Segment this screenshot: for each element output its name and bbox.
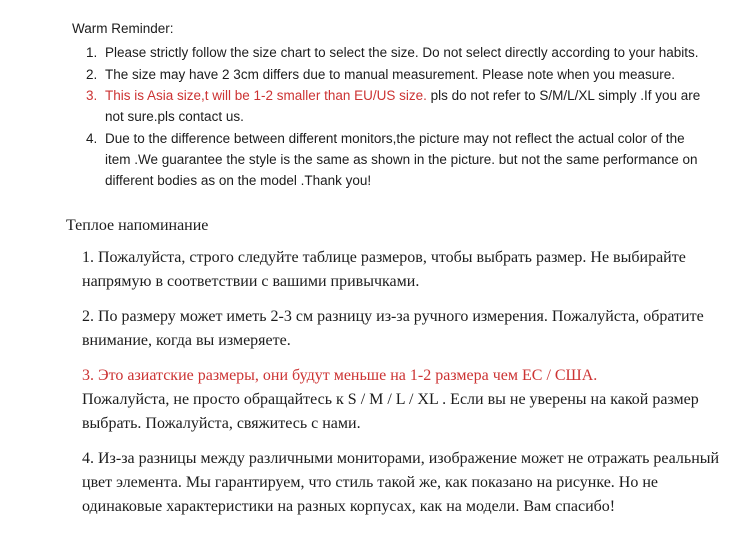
item-text: Please strictly follow the size chart to select the size. Do not select directly according to your habits.: [105, 45, 699, 61]
item-number: 1.: [86, 45, 98, 61]
russian-title: Теплое напоминание: [66, 216, 209, 234]
english-item-2: [86, 64, 704, 85]
english-section: [72, 18, 704, 192]
russian-item-2: [82, 305, 720, 353]
english-item-3: [86, 85, 704, 128]
russian-item-3: [82, 364, 720, 436]
item-number: 3.: [86, 87, 98, 103]
russian-item-4: [82, 447, 720, 519]
item-text: 2. По размеру может иметь 2-3 см разницу из-за ручного измерения. Пожалуйста, обратите внимание, когда вы измеряете.: [82, 307, 704, 349]
english-item-4: [86, 128, 704, 192]
item-text: Due to the difference between different monitors,the picture may not reflect the actual color of the item .We guarantee the style is the same as shown in the picture. but not the same performance on different bodies as on the model .Thank you!: [105, 130, 698, 189]
english-item-1: [86, 42, 704, 63]
english-title: Warm Reminder:: [72, 21, 174, 36]
russian-section: [66, 214, 720, 519]
item-text: 4. Из-за разницы между различными мониторами, изображение может не отражать реальный цвет элемента. Мы гарантируем, что стиль такой же, как показано на рисунке. Но не одинаковые характеристики на разных корпусах, как на модели. Вам спасибо!: [82, 449, 720, 515]
asia-size-warning-red-text: This is Asia size,t will be 1-2 smaller than EU/US size.: [105, 87, 427, 103]
item-text-continued: Пожалуйста, не просто обращайтесь к S / M / L / XL . Если вы не уверены на какой размер выбрать. Пожалуйста, свяжитесь с нами.: [82, 390, 699, 432]
item-number: 2.: [86, 66, 98, 82]
item-text: 1. Пожалуйста, строго следуйте таблице размеров, чтобы выбрать размер. Не выбирайте напрямую в соответствии с вашими привычками.: [82, 248, 686, 290]
russian-item-1: [82, 246, 720, 294]
item-number: 4.: [86, 130, 98, 146]
item-text: [105, 85, 704, 128]
item-text-continued: pls do not refer to S/M/L/XL simply .If you are not sure.pls contact us.: [105, 87, 701, 125]
english-list: [86, 42, 704, 191]
asia-size-warning-red-text: 3. Это азиатские размеры, они будут меньше на 1-2 размера чем ЕС / США.: [82, 366, 598, 384]
item-text: The size may have 2 3cm differs due to manual measurement. Please note when you measure.: [105, 66, 676, 82]
